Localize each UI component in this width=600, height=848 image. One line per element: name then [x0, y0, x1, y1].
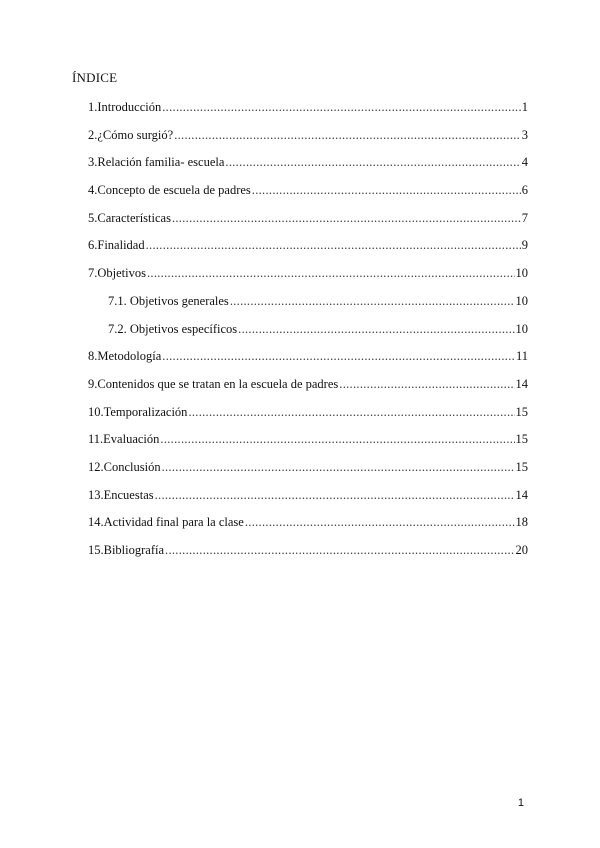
toc-subentry-objetivos-generales — [88, 293, 528, 321]
dot-leader — [172, 210, 521, 226]
toc-page-number: 20 — [515, 543, 528, 557]
toc-page-number: 18 — [515, 515, 528, 530]
toc-label: Bibliografía — [103, 543, 165, 557]
toc-page-number: 7 — [521, 210, 528, 225]
toc-label: Finalidad — [97, 238, 145, 253]
toc-entry-evaluacion — [88, 431, 528, 459]
toc-number: 5. — [88, 210, 98, 225]
toc-entry-actividad-final — [88, 514, 528, 542]
toc-entry-concepto — [88, 182, 528, 210]
dot-leader — [162, 348, 515, 364]
toc-number: 11. — [88, 432, 104, 447]
toc-page-number: 10 — [515, 293, 528, 308]
toc-number: 1. — [88, 100, 98, 114]
toc-entry-metodologia — [88, 348, 528, 376]
index-title: ÍNDICE — [72, 70, 118, 85]
toc-number: 13. — [88, 487, 104, 502]
toc-label: Contenidos que se tratan en la escuela de padres — [97, 376, 339, 391]
dot-leader — [230, 293, 515, 309]
toc-page-number: 4 — [521, 155, 528, 170]
toc-label: Metodología — [97, 349, 162, 364]
dot-leader — [162, 459, 515, 475]
toc-entry-encuestas — [88, 487, 528, 515]
dot-leader — [252, 182, 521, 198]
toc-number: 7. — [88, 266, 98, 281]
toc-entry-temporalizacion — [88, 404, 528, 432]
dot-leader — [146, 237, 521, 253]
toc-label: Evaluación — [103, 432, 160, 447]
toc-page-number: 15 — [515, 432, 528, 447]
toc-entry-introduccion — [88, 99, 528, 127]
dot-leader — [225, 154, 520, 170]
toc-entry-contenidos — [88, 376, 528, 404]
toc-number: 3. — [88, 155, 98, 170]
dot-leader — [147, 265, 515, 281]
dot-leader — [174, 127, 521, 143]
dot-leader — [160, 431, 514, 447]
toc-page-number: 1 — [521, 100, 528, 114]
dot-leader — [339, 376, 514, 392]
toc-label: Relación familia- escuela — [97, 155, 225, 170]
toc-number: 14. — [88, 515, 104, 530]
toc-label: 7.2. Objetivos específicos — [108, 321, 238, 336]
toc-entry-caracteristicas — [88, 210, 528, 238]
toc-label: Encuestas — [103, 487, 154, 502]
toc-label: Conclusión — [103, 459, 161, 474]
page-number: 1 — [517, 797, 524, 809]
dot-leader — [155, 487, 515, 503]
dot-leader — [188, 404, 514, 420]
toc-page-number: 14 — [515, 487, 528, 502]
toc-number: 8. — [88, 349, 98, 364]
toc-entry-objetivos — [88, 265, 528, 293]
table-of-contents — [88, 99, 528, 570]
toc-number: 6. — [88, 238, 98, 253]
toc-page-number: 11 — [515, 349, 528, 364]
toc-label: ¿Cómo surgió? — [97, 127, 174, 142]
toc-entry-como-surgio — [88, 127, 528, 155]
toc-label: 7.1. Objetivos generales — [108, 293, 229, 308]
toc-label: Actividad final para la clase — [103, 515, 244, 530]
dot-leader — [245, 514, 515, 530]
toc-number: 9. — [88, 376, 98, 391]
toc-page-number: 15 — [515, 459, 528, 474]
toc-label: Temporalización — [103, 404, 188, 419]
toc-label: Características — [97, 210, 171, 225]
toc-number: 10. — [88, 404, 104, 419]
toc-subentry-objetivos-especificos — [88, 321, 528, 349]
toc-number: 2. — [88, 127, 98, 142]
toc-page-number: 9 — [521, 238, 528, 253]
toc-page-number: 15 — [515, 404, 528, 419]
toc-number: 4. — [88, 183, 98, 198]
toc-label: Objetivos — [97, 266, 146, 281]
toc-label: Introducción — [97, 100, 162, 114]
toc-page-number: 6 — [521, 183, 528, 198]
toc-page-number: 14 — [515, 376, 528, 391]
toc-entry-relacion-familia-escuela — [88, 154, 528, 182]
toc-label: Concepto de escuela de padres — [97, 183, 251, 198]
toc-number: 15. — [88, 543, 104, 557]
toc-page-number: 10 — [515, 321, 528, 336]
dot-leader — [238, 321, 514, 337]
toc-number: 12. — [88, 459, 104, 474]
toc-page-number: 10 — [515, 266, 528, 281]
toc-entry-finalidad — [88, 237, 528, 265]
toc-entry-conclusion — [88, 459, 528, 487]
toc-entry-bibliografia — [88, 542, 528, 570]
dot-leader — [165, 542, 514, 558]
toc-page-number: 3 — [521, 127, 528, 142]
dot-leader — [162, 99, 521, 115]
